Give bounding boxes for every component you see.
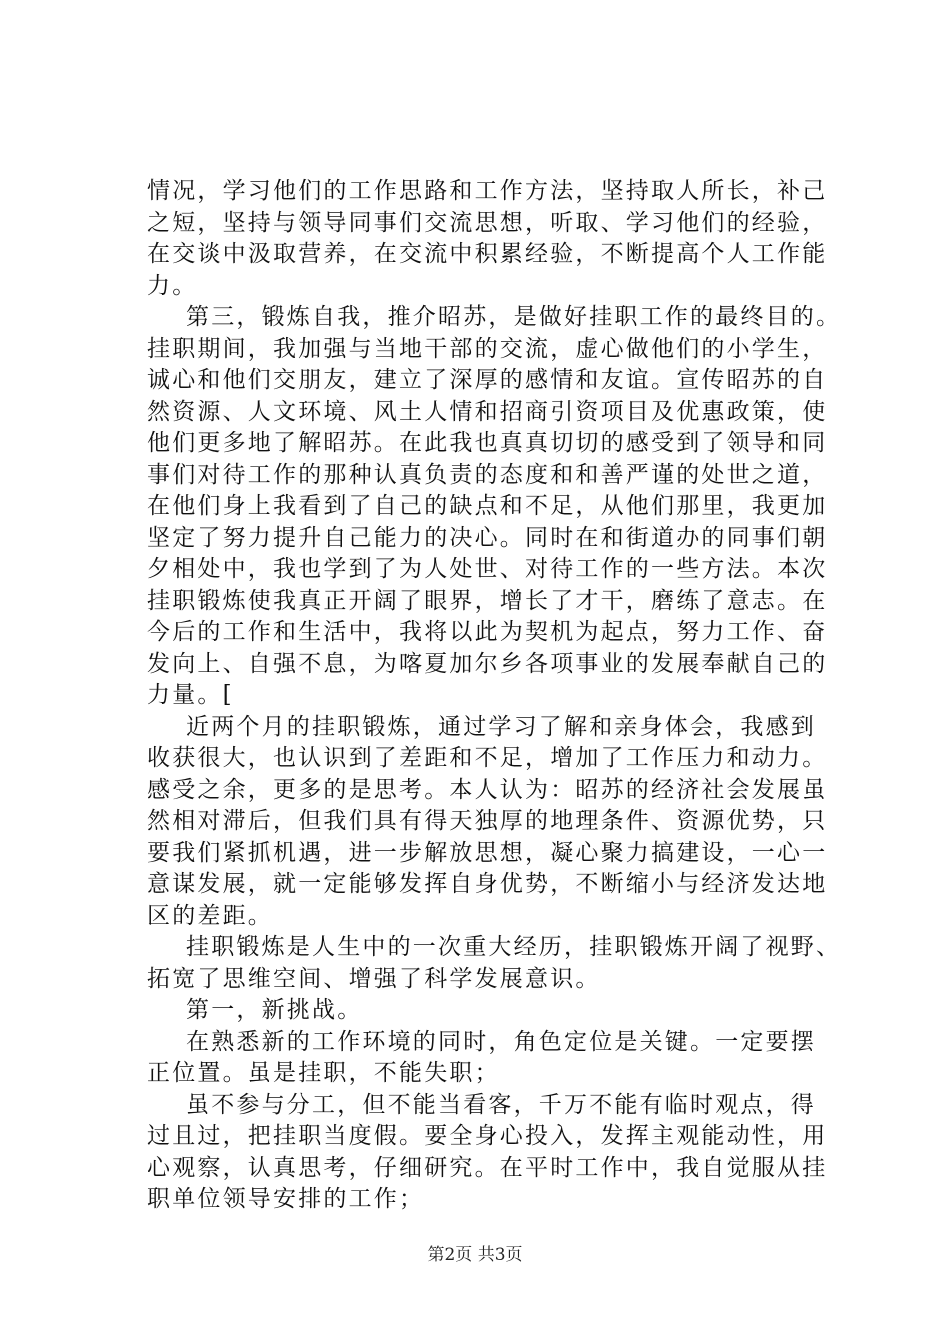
text-line: 感受之余，更多的是思考。本人认为：昭苏的经济社会发展虽	[147, 776, 828, 803]
text-line: 挂职锻炼是人生中的一次重大经历，挂职锻炼开阔了视野、	[186, 934, 842, 960]
text-line: 区的差距。	[147, 902, 273, 929]
text-line: 在他们身上我看到了自己的缺点和不足，从他们那里，我更加	[147, 493, 828, 519]
text-line: 诚心和他们交朋友，建立了深厚的感情和友谊。宣传昭苏的自	[147, 367, 828, 393]
text-line: 意谋发展，就一定能够发挥自身优势，不断缩小与经济发达地	[147, 871, 828, 897]
text-line: 拓宽了思维空间、增强了科学发展意识。	[147, 965, 601, 992]
text-line: 然相对滞后，但我们具有得天独厚的地理条件、资源优势，只	[147, 808, 828, 834]
text-line: 发向上、自强不息，为喀夏加尔乡各项事业的发展奉献自己的	[147, 650, 828, 677]
text-line: 心观察，认真思考，仔细研究。在平时工作中，我自觉服从挂	[147, 1154, 828, 1181]
text-line: 力量。[	[147, 682, 234, 708]
text-line: 之短，坚持与领导同事们交流思想，听取、学习他们的经验，	[147, 209, 828, 236]
text-line: 今后的工作和生活中，我将以此为契机为起点，努力工作、奋	[147, 619, 828, 645]
text-line: 事们对待工作的那种认真负责的态度和和善严谨的处世之道，	[147, 461, 828, 488]
text-line: 力。	[147, 272, 198, 299]
text-line: 近两个月的挂职锻炼，通过学习了解和亲身体会，我感到	[186, 713, 816, 740]
text-line: 正位置。虽是挂职，不能失职；	[147, 1060, 500, 1086]
text-line: 他们更多地了解昭苏。在此我也真真切切的感受到了领导和同	[147, 430, 828, 456]
text-line: 挂职期间，我加强与当地干部的交流，虚心做他们的小学生，	[147, 335, 828, 362]
text-line: 职单位领导安排的工作；	[147, 1186, 425, 1212]
text-line: 收获很大，也认识到了差距和不足，增加了工作压力和动力。	[147, 745, 828, 771]
text-line: 第一，新挑战。	[186, 997, 363, 1023]
text-line: 挂职锻炼使我真正开阔了眼界，增长了才干，磨练了意志。在	[147, 587, 828, 614]
text-line: 夕相处中，我也学到了为人处世、对待工作的一些方法。本次	[147, 556, 828, 582]
text-line: 坚定了努力提升自己能力的决心。同时在和街道办的同事们朝	[147, 524, 828, 551]
text-line: 过且过，把挂职当度假。要全身心投入，发挥主观能动性，用	[147, 1123, 828, 1149]
page-footer	[0, 1244, 950, 1266]
text-line: 情况，学习他们的工作思路和工作方法，坚持取人所长，补己	[147, 178, 828, 204]
page-number-label: 第2页 共3页	[427, 1245, 523, 1265]
document-body	[147, 176, 847, 1216]
text-line: 在交谈中汲取营养，在交流中积累经验，不断提高个人工作能	[147, 241, 828, 267]
text-line: 要我们紧抓机遇，进一步解放思想，凝心聚力搞建设，一心一	[147, 839, 828, 866]
text-line: 然资源、人文环境、风土人情和招商引资项目及优惠政策，使	[147, 398, 828, 425]
text-line: 在熟悉新的工作环境的同时，角色定位是关键。一定要摆	[186, 1028, 816, 1055]
text-line: 虽不参与分工，但不能当看客，千万不能有临时观点，得	[186, 1091, 816, 1118]
text-line: 第三，锻炼自我，推介昭苏，是做好挂职工作的最终目的。	[186, 304, 842, 330]
